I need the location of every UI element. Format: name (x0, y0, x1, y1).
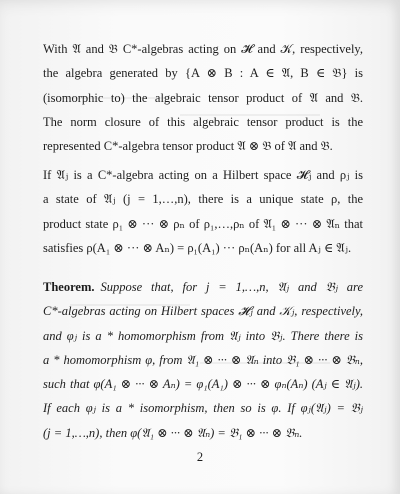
theorem-block (43, 275, 363, 445)
paragraph-product-state (43, 163, 363, 260)
text-line: C*-algebras acting on Hilbert spaces 𝓗ⱼ and 𝒦ⱼ, respectively, (43, 304, 363, 319)
text-line: the algebra generated by {A ⊗ B : A ∈ 𝔄, B ∈ 𝔅} is (43, 66, 363, 81)
paragraph-tensor-product (43, 37, 363, 158)
text-line: (isomorphic to) the algebraic tensor product of 𝔄 and 𝔅. (43, 90, 363, 105)
text-line: represented C*-algebra tensor product 𝔄 ⊗ 𝔅 of 𝔄 and 𝔅. (43, 139, 333, 154)
text-line: a * homomorphism φ, from 𝔄₁ ⊗ ··· ⊗ 𝔄ₙ into 𝔅₁ ⊗ ··· ⊗ 𝔅ₙ, (43, 352, 363, 367)
text-line: satisfies ρ(A₁ ⊗ ··· ⊗ Aₙ) = ρ₁(A₁) ··· ρₙ(Aₙ) for all Aⱼ ∈ 𝔄ⱼ. (43, 240, 352, 255)
theorem-line-text: Suppose that, for j = 1,…,n, 𝔄ⱼ and 𝔅ⱼ are (100, 280, 363, 294)
text-line: If each φⱼ is a * isomorphism, then so is φ. If φⱼ(𝔄ⱼ) = 𝔅ⱼ (43, 401, 363, 416)
text-line (43, 275, 363, 299)
text-line: product state ρ₁ ⊗ ··· ⊗ ρₙ of ρ₁,…,ρₙ of 𝔄₁ ⊗ ··· ⊗ 𝔄ₙ that (43, 216, 363, 231)
text-line: (j = 1,…,n), then φ(𝔄₁ ⊗ ··· ⊗ 𝔄ₙ) = 𝔅₁ ⊗ ··· ⊗ 𝔅ₙ. (43, 425, 303, 440)
text-line: If 𝔄ⱼ is a C*-algebra acting on a Hilbert space 𝓗ⱼ and ρⱼ is (43, 168, 363, 182)
text-line: such that φ(A₁ ⊗ ··· ⊗ Aₙ) = φ₁(A₁) ⊗ ··· ⊗ φₙ(Aₙ) (Aⱼ ∈ 𝔄ⱼ). (43, 377, 363, 392)
text-line: With 𝔄 and 𝔅 C*-algebras acting on 𝓗 and 𝒦, respectively, (43, 42, 363, 56)
page-number: 2 (196, 450, 204, 464)
text-line: a state of 𝔄ⱼ (j = 1,…,n), there is a unique state ρ, the (43, 192, 363, 207)
theorem-heading: Theorem. (43, 280, 95, 294)
text-line: and φⱼ is a * homomorphism from 𝔄ⱼ into 𝔅ⱼ. There there is (43, 328, 363, 343)
text-line: The norm closure of this algebraic tensor product is the (43, 114, 363, 129)
